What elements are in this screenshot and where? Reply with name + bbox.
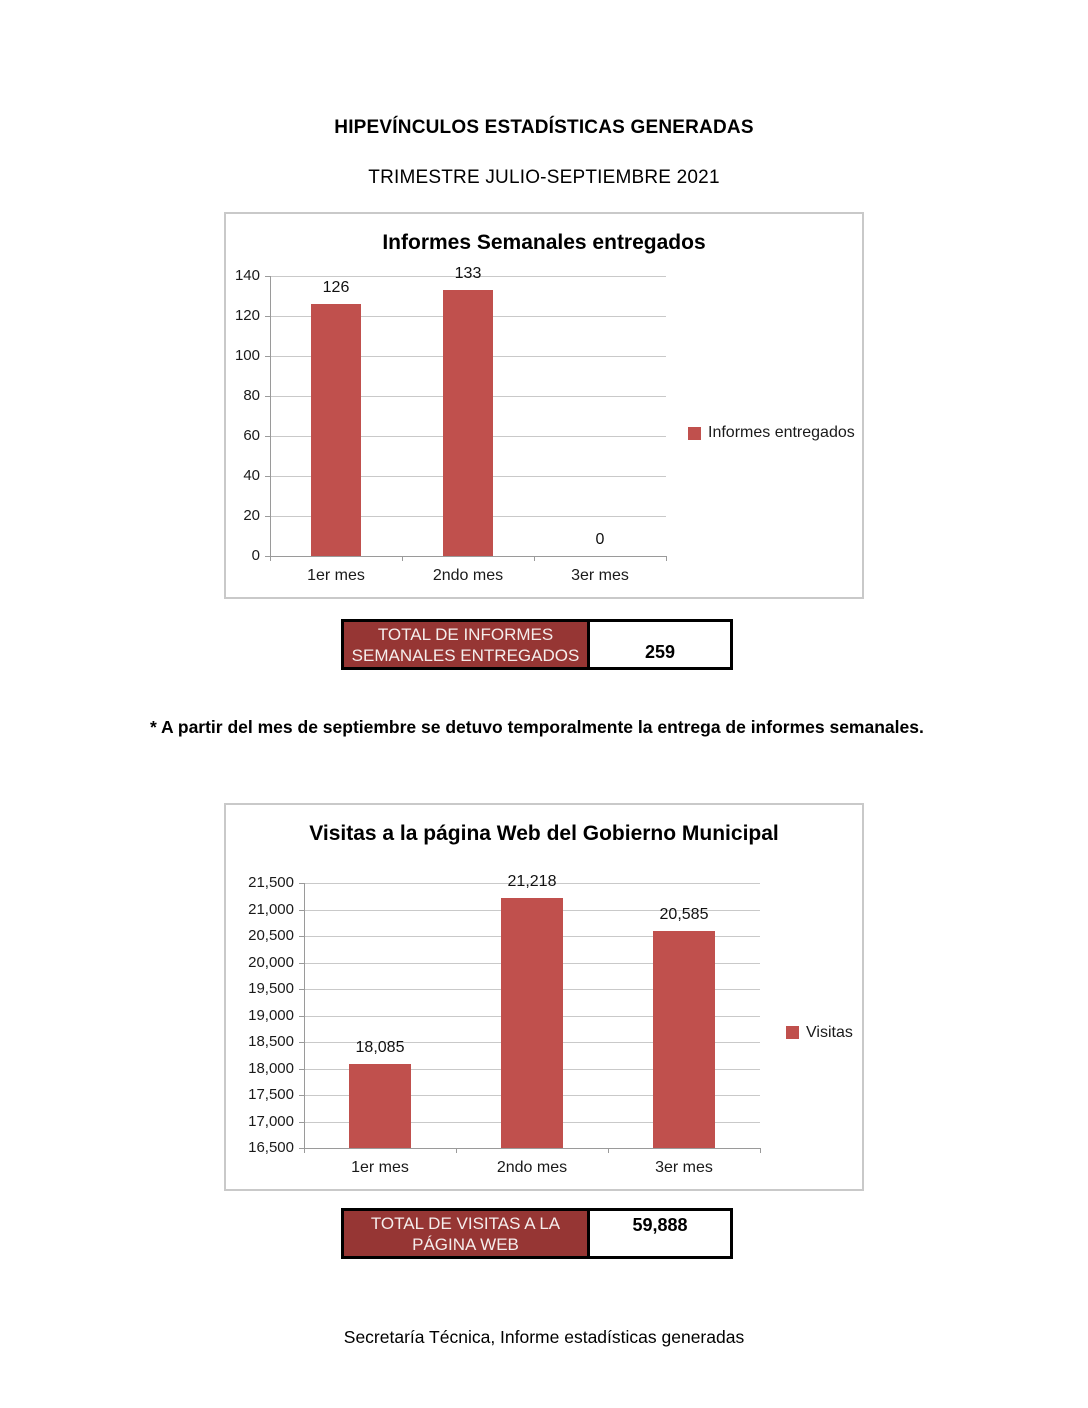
y-tick-label: 21,000 xyxy=(248,901,294,918)
bar-chart-visitas xyxy=(230,873,760,1182)
document-footer: Secretaría Técnica, Informe estadísticas generadas xyxy=(343,1327,745,1347)
y-tick-label: 18,500 xyxy=(248,1033,294,1050)
y-axis-line xyxy=(270,276,271,561)
footnote: * A partir del mes de septiembre se detuvo temporalmente la entrega de informes semanales. xyxy=(150,717,924,737)
chart-visitas-legend xyxy=(786,1024,853,1042)
total-visitas-label: TOTAL DE VISITAS A LA PÁGINA WEB xyxy=(341,1208,590,1259)
x-axis-line xyxy=(270,556,666,557)
x-category-label: 1er mes xyxy=(307,567,365,584)
document-title: HIPEVÍNCULOS ESTADÍSTICAS GENERADAS xyxy=(334,117,754,138)
bar xyxy=(653,931,715,1148)
x-axis-tick xyxy=(456,1148,457,1153)
total-visitas-value: 59,888 xyxy=(590,1208,733,1259)
y-tick-label: 18,000 xyxy=(248,1060,294,1077)
bar-value-label: 18,085 xyxy=(355,1039,405,1056)
x-axis-tick xyxy=(666,556,667,561)
chart-informes-legend xyxy=(688,424,855,442)
x-axis-line xyxy=(304,1148,760,1149)
bar xyxy=(443,290,493,556)
y-tick-label: 140 xyxy=(234,267,260,284)
document-subtitle: TRIMESTRE JULIO-SEPTIEMBRE 2021 xyxy=(368,167,720,188)
chart-informes-body xyxy=(230,265,862,590)
legend-swatch xyxy=(688,427,701,440)
y-tick-label: 120 xyxy=(234,307,260,324)
y-tick-label: 21,500 xyxy=(248,874,294,891)
bar xyxy=(349,1064,411,1148)
y-tick-label: 0 xyxy=(251,547,260,564)
total-informes-row xyxy=(341,619,733,670)
bar-chart-informes xyxy=(230,265,666,590)
bar xyxy=(501,898,563,1148)
total-informes-value: 259 xyxy=(590,619,733,670)
y-tick-label: 19,000 xyxy=(248,1007,294,1024)
chart-visitas-title: Visitas a la página Web del Gobierno Municipal xyxy=(309,822,779,845)
y-tick-label: 20,500 xyxy=(248,927,294,944)
y-tick-label: 100 xyxy=(234,347,260,364)
y-tick-label: 16,500 xyxy=(248,1139,294,1156)
bar-value-label: 0 xyxy=(595,531,605,548)
x-category-label: 3er mes xyxy=(571,567,629,584)
y-tick-label: 17,500 xyxy=(248,1086,294,1103)
chart-informes-title: Informes Semanales entregados xyxy=(382,231,706,254)
x-axis-tick xyxy=(402,556,403,561)
legend-label: Informes entregados xyxy=(708,424,855,441)
bar-value-label: 20,585 xyxy=(659,906,709,923)
x-axis-tick xyxy=(304,1148,305,1153)
x-category-label: 2ndo mes xyxy=(432,567,504,584)
total-informes-label: TOTAL DE INFORMES SEMANALES ENTREGADOS xyxy=(341,619,590,670)
y-tick-label: 20,000 xyxy=(248,954,294,971)
y-tick-label: 19,500 xyxy=(248,980,294,997)
x-axis-tick xyxy=(760,1148,761,1153)
chart-informes-box xyxy=(224,212,864,599)
total-visitas-row xyxy=(341,1208,733,1259)
y-tick-label: 40 xyxy=(243,467,260,484)
chart-visitas-box xyxy=(224,803,864,1191)
bar-value-label: 21,218 xyxy=(507,873,557,890)
bar-value-label: 133 xyxy=(454,265,482,282)
x-category-label: 2ndo mes xyxy=(496,1159,568,1176)
x-axis-tick xyxy=(608,1148,609,1153)
x-axis-tick xyxy=(270,556,271,561)
y-tick-label: 20 xyxy=(243,507,260,524)
y-tick-label: 80 xyxy=(243,387,260,404)
x-axis-tick xyxy=(534,556,535,561)
y-axis-line xyxy=(304,883,305,1153)
x-category-label: 1er mes xyxy=(351,1159,409,1176)
bar-value-label: 126 xyxy=(322,279,350,296)
bar xyxy=(311,304,361,556)
y-tick-label: 60 xyxy=(243,427,260,444)
chart-visitas-body xyxy=(230,873,862,1182)
legend-swatch xyxy=(786,1026,799,1039)
y-tick-label: 17,000 xyxy=(248,1113,294,1130)
legend-label: Visitas xyxy=(806,1023,853,1041)
x-category-label: 3er mes xyxy=(655,1159,713,1176)
